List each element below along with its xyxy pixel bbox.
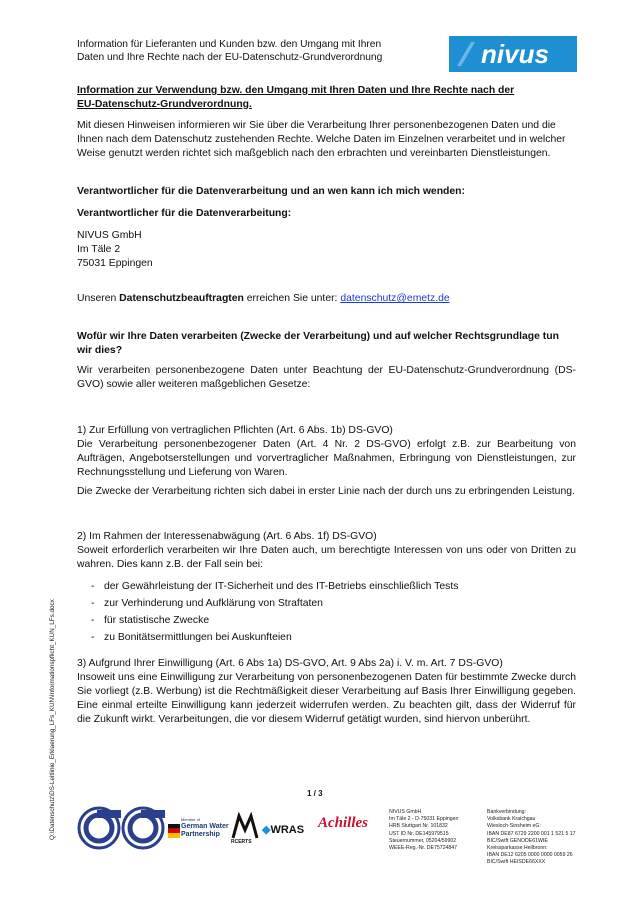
section1-paragraph: Die Verarbeitung personenbezogener Daten (Art. 4 Nr. 2 DS-GVO) erfolgt z.B. zur Bearbeitung von Aufträgen, Angebotserstellungen und vorvertraglicher Maßnahmen, Erbringung von Dienstleistungen, zur Rechnungsstellung und Lieferung von Waren. (77, 439, 576, 478)
wras-logo (262, 823, 304, 836)
footer-bank-line: IBAN DE12 6205 0000 0000 0059 26 (487, 852, 573, 859)
dpo-prefix: Unseren (77, 293, 120, 304)
controller-heading: Verantwortlicher für die Datenverarbeitung: (77, 208, 292, 219)
footer-bank-info (487, 809, 576, 867)
gwp-line-2: Partnership (181, 831, 220, 838)
gwp-flag-icon (168, 824, 180, 838)
company-city: 75031 Eppingen (77, 258, 153, 269)
header-line-1: Information für Lieferanten und Kunden bzw. den Umgang mit Ihren (77, 39, 382, 50)
header-line-2: Daten und Ihre Rechte nach der EU-Datenschutz-Grundverordnung (77, 52, 383, 63)
document-title (77, 84, 576, 112)
dpo-label: Datenschutzbeauftragten (119, 293, 244, 304)
rcerts-logo (231, 812, 259, 851)
intro-paragraph: Mit diesen Hinweisen informieren wir Sie über die Verarbeitung Ihrer personenbezogenen Daten und die Ihnen nach dem Datenschutz zustehenden Rechte. Welche Daten im Einzelnen verarbeitet und in welcher Weise genutzt werden richtet sich maßgeblich nach den erbrachten und vereinbarten Dienstleistungen. (77, 120, 566, 159)
list-item: - zur Verhinderung und Aufklärung von Straftaten (91, 597, 323, 609)
gwp-line-1: German Water (181, 823, 229, 830)
footer-bank-line: BIC/Swift HEISDE66XXX (487, 859, 546, 866)
list-item: - zu Bonitätsermittlungen bei Auskunfteien (91, 631, 292, 643)
footer-company-line: UST ID Nr. DE145979515 (389, 830, 449, 837)
tuv-cert-logo-1 (77, 806, 121, 855)
footer-company-line: Steuernummer, 05204/59902 (389, 837, 457, 844)
file-path-margin (49, 560, 61, 840)
dpo-email-link[interactable]: datenschutz@emetz.de (340, 293, 450, 304)
achilles-logo (318, 815, 368, 832)
document-header (77, 38, 437, 64)
section2-paragraph: Soweit erforderlich verarbeiten wir Ihre Daten auch, um berechtigte Interessen von uns oder von Dritten zu wahren. Dies kann z.B. der Fall sein bei: (77, 545, 576, 570)
purpose-paragraph: Wir verarbeiten personenbezogene Daten unter Beachtung der EU-Datenschutz-Grundverordnung (DS-GVO) sowie aller weiteren maßgeblichen Gesetze: (77, 365, 576, 390)
section3-paragraph: Insoweit uns eine Einwilligung zur Verarbeitung von personenbezogenen Daten für bestimmte Zwecke durch Sie vorliegt (z.B. Werbung) ist die Rechtmäßigkeit dieser Verarbeitung auf Basis Ihrer Einwilligung gegeben. Eine einmal erteilte Einwilligung kann jederzeit widerrufen werden. Zu beachten gilt, dass der Widerruf für die Zukunft wirkt. Verarbeitungen, die vor diesem Widerruf getätigt wurden, sind hiervon unberührt. (77, 672, 576, 725)
section3-heading: 3) Aufgrund Ihrer Einwilligung (Art. 6 Abs 1a) DS-GVO, Art. 9 Abs 2a) i. V. m. Art. 7 DS-GVO) (77, 658, 503, 669)
purpose-heading: Wofür wir Ihre Daten verarbeiten (Zwecke der Verarbeitung) und auf welcher Rechtsgrundlage tun wir dies? (77, 331, 559, 356)
footer-company-line: Im Täle 2 - D-75031 Eppingen (389, 816, 459, 823)
section2-heading: 2) Im Rahmen der Interessenabwägung (Art. 6 Abs. 1f) DS-GVO) (77, 531, 377, 542)
list-item: - für statistische Zwecke (91, 614, 210, 626)
gwp-member-of: Member of (181, 817, 201, 822)
wras-drop-icon: ◆ (262, 824, 271, 836)
company-address (77, 229, 576, 271)
section1-paragraph-2: Die Zwecke der Verarbeitung richten sich dabei in erster Linie nach der durch uns zu erbringenden Leistung. (77, 486, 575, 497)
footer-bank-line: Volksbank Kraichgau (487, 816, 536, 823)
footer-company-line: WEEE-Reg.-Nr. DE75724847 (389, 845, 458, 852)
interests-list (77, 578, 576, 646)
title-line-1: Information zur Verwendung bzw. den Umgang mit Ihren Daten und Ihre Rechte nach der (77, 85, 515, 96)
dpo-mid: erreichen Sie unter: (243, 293, 341, 304)
list-item-text: zur Verhinderung und Aufklärung von Straftaten (104, 597, 323, 609)
tuv-cert-logo-2 (121, 806, 165, 855)
footer-bank-line: Kreissparkasse Heilbronn: (487, 845, 548, 852)
title-line-2: EU-Datenschutz-Grundverordnung. (77, 99, 252, 110)
nivus-logo (449, 36, 577, 77)
section1-heading: 1) Zur Erfüllung von vertraglichen Pflichten (Art. 6 Abs. 1b) DS-GVO) (77, 425, 393, 436)
list-item: - der Gewährleistung der IT-Sicherheit und des IT-Betriebs einschließlich Tests (91, 580, 459, 592)
footer-company-line: NIVUS GmbH (389, 809, 422, 815)
page-number: 1 / 3 (307, 789, 323, 798)
achilles-text: Achilles (318, 815, 369, 831)
rcerts-text: RCERTS (231, 839, 252, 845)
dpo-line (77, 292, 576, 306)
list-item-text: für statistische Zwecke (104, 614, 210, 626)
footer-bank-line: Wiesloch-Sinsheim eG: (487, 823, 541, 830)
file-path-text: Q:\Datenschutz\DS-Leitlinie_Erklaerung_LFs_KUN\Informationspflicht_KUN_LFs.docx (49, 599, 56, 840)
footer-company-info (389, 809, 458, 852)
company-name: NIVUS GmbH (77, 230, 142, 241)
footer-bank-line: Bankverbindung: (487, 809, 526, 815)
footer-bank-line: IBAN DE87 6729 2200 001 1 521 5 17 (487, 830, 576, 837)
logo-text: nivus (481, 39, 549, 69)
footer-company-line: HRB Stuttgart Nr. 101832 (389, 823, 448, 830)
list-item-text: zu Bonitätsermittlungen bei Auskunfteien (104, 631, 292, 643)
wras-text: WRAS (270, 824, 305, 836)
document-body (77, 84, 576, 727)
responsible-heading: Verantwortlicher für die Datenverarbeitung und an wen kann ich mich wenden: (77, 186, 465, 197)
company-street: Im Täle 2 (77, 244, 121, 255)
list-item-text: der Gewährleistung der IT-Sicherheit und des IT-Betriebs einschließlich Tests (104, 580, 459, 592)
gwp-text (181, 823, 229, 839)
footer-bank-line: BIC/Swift GENODE61WIE (487, 837, 548, 844)
